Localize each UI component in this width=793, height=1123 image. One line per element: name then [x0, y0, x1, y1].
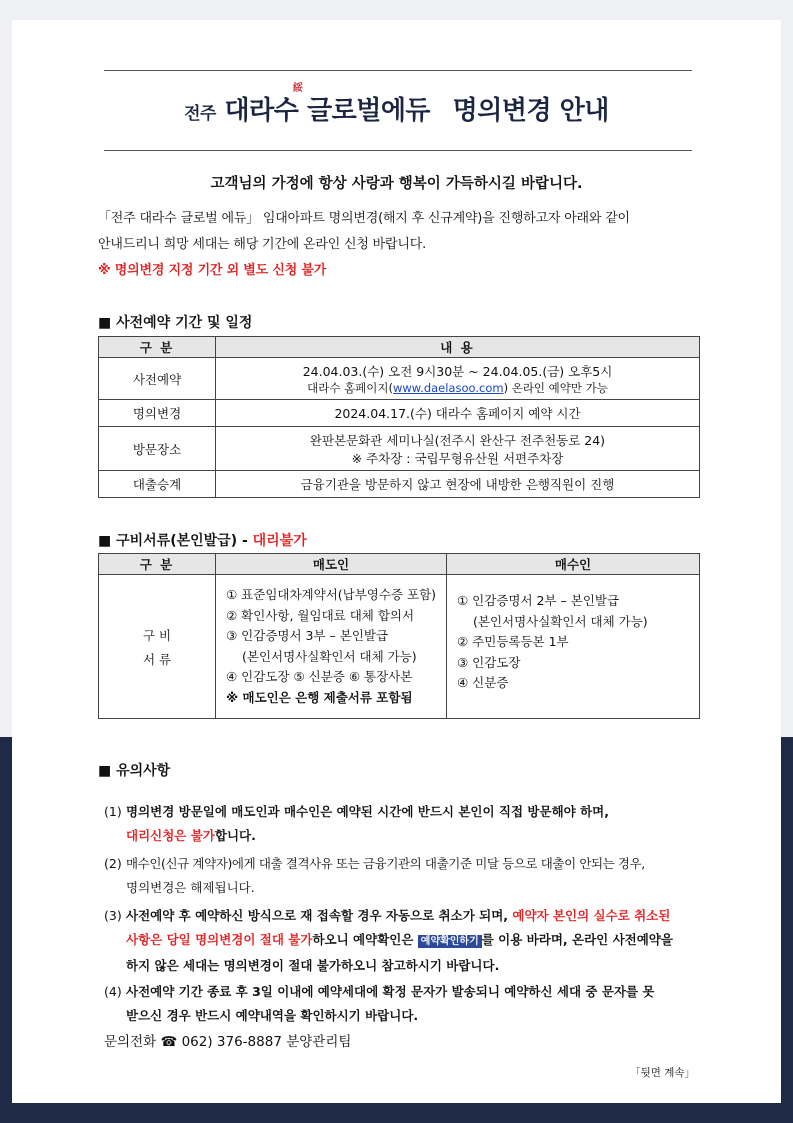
list-item: ① 표준임대차계약서(납부영수증 포함)	[226, 587, 437, 602]
list-item: ③ 인감도장	[457, 654, 521, 670]
row-content: 금융기관을 방문하지 않고 현장에 내방한 은행직원이 진행	[216, 471, 700, 498]
intro-warning: ※ 명의변경 지정 기간 외 별도 신청 불가	[98, 263, 327, 278]
table-header-row	[99, 337, 700, 358]
documents-table	[98, 553, 700, 719]
table-row	[99, 400, 700, 427]
table-row	[99, 575, 700, 719]
title-suffix: 명의변경 안내	[452, 96, 609, 126]
table-row	[99, 358, 700, 400]
continued-note: 「뒷면 계속」	[630, 1067, 695, 1079]
list-item: ② 주민등록등본 1부	[457, 634, 569, 649]
seller-note: ※ 매도인은 은행 제출서류 포함됨	[226, 689, 413, 705]
document-page	[12, 20, 781, 1103]
row-content: 24.04.03.(수) 오전 9시30분 ~ 24.04.05.(금) 오후5시 대라수 홈페이지(www.daelasoo.com) 온라인 예약만 가능	[216, 358, 700, 400]
table-row	[99, 427, 700, 471]
table-row	[99, 471, 700, 498]
list-item: ① 인감증명서 2부 – 본인발급	[457, 593, 620, 608]
title-prefix: 전주	[184, 104, 216, 124]
section-notes-heading: ■ 유의사항	[98, 763, 171, 779]
reservation-check-button[interactable]: 예약확인하기	[418, 935, 482, 948]
contact-team: 분양관리팀	[286, 1034, 352, 1050]
list-item: (2) 매수인(신규 계약자)에게 대출 결격사유 또는 금융기관의 대출기준 미달 등으로 대출이 안되는 경우, 명의변경은 해제됩니다.	[104, 856, 645, 895]
list-item: (본인서명사실확인서 대체 가능)	[473, 613, 648, 629]
list-item: (1) 명의변경 방문일에 매도인과 매수인은 예약된 시간에 반드시 본인이 직접 방문해야 하며, 대리신청은 불가합니다.	[104, 804, 609, 843]
section-documents-heading: ■ 구비서류(본인발급) - 대리불가	[98, 533, 307, 549]
list-item: ④ 신분증	[457, 675, 509, 690]
schedule-table	[98, 336, 700, 498]
section-schedule-heading: ■ 사전예약 기간 및 일정	[98, 315, 253, 331]
table-header-cell: 매수인	[447, 554, 700, 575]
row-label: 명의변경	[99, 400, 216, 427]
row-label: 구 비 서 류	[99, 575, 216, 719]
row-content: 완판본문화관 세미나실(전주시 완산구 전주천동로 24) ※ 주차장 : 국립무형유산원 서편주차장	[216, 427, 700, 471]
title-bottom-rule	[104, 150, 692, 151]
list-item: ④ 인감도장 ⑤ 신분증 ⑥ 통장사본	[226, 669, 413, 684]
table-header-cell: 내 용	[216, 337, 700, 358]
greeting: 고객님의 가정에 항상 사랑과 행복이 가득하시길 바랍니다.	[210, 176, 583, 192]
title-middle: 글로벌에듀	[306, 96, 431, 126]
contact-info: 문의전화 ☎ 062) 376-8887 분양관리팀	[104, 1034, 352, 1050]
table-header-cell: 매도인	[216, 554, 447, 575]
title-top-rule	[104, 70, 692, 71]
list-item: (3) 사전예약 후 예약하신 방식으로 재 접속할 경우 자동으로 취소가 되며, 예약자 본인의 실수로 취소된 사항은 당일 명의변경이 절대 불가하오니 예약확인은 예약확인하기 를 이용 바라며, 온라인 사전예약을 하지 않은 세대는 명의변경이 절대 불가하오니 참고하시기 바랍니다.	[104, 908, 673, 973]
intro-line-1: 「전주 대라수 글로벌 에듀」 임대아파트 명의변경(해지 후 신규계약)을 진행하고자 아래와 같이	[98, 211, 630, 226]
row-content: 2024.04.17.(수) 대라수 홈페이지 예약 시간	[216, 400, 700, 427]
intro-paragraph	[98, 206, 698, 284]
table-header-row	[99, 554, 700, 575]
list-item: ③ 인감증명서 3부 – 본인발급	[226, 628, 389, 643]
table-header-cell: 구 분	[99, 554, 216, 575]
row-label: 방문장소	[99, 427, 216, 471]
brand-seal-logo: 綏	[292, 83, 303, 94]
list-item: ② 확인사항, 월임대료 대체 합의서	[226, 607, 415, 623]
page-title	[12, 83, 781, 127]
phone-icon: ☎	[160, 1034, 178, 1050]
contact-number: 062) 376-8887	[181, 1034, 282, 1050]
homepage-link[interactable]: www.daelasoo.com	[393, 380, 504, 395]
intro-line-2: 안내드리니 희망 세대는 해당 기간에 온라인 신청 바랍니다.	[98, 237, 427, 252]
list-item: (4) 사전예약 기간 종료 후 3일 이내에 예약세대에 확정 문자가 발송되니 예약하신 세대 중 문자를 못 받으신 경우 반드시 예약내역을 확인하시기 바랍니다.	[104, 984, 655, 1023]
title-brand: 대라수 綏	[224, 83, 303, 126]
row-label: 사전예약	[99, 358, 216, 400]
table-header-cell: 구 분	[99, 337, 216, 358]
row-label: 대출승계	[99, 471, 216, 498]
buyer-documents	[447, 575, 700, 719]
seller-documents	[216, 575, 447, 719]
list-item: (본인서명사실확인서 대체 가능)	[242, 648, 417, 664]
